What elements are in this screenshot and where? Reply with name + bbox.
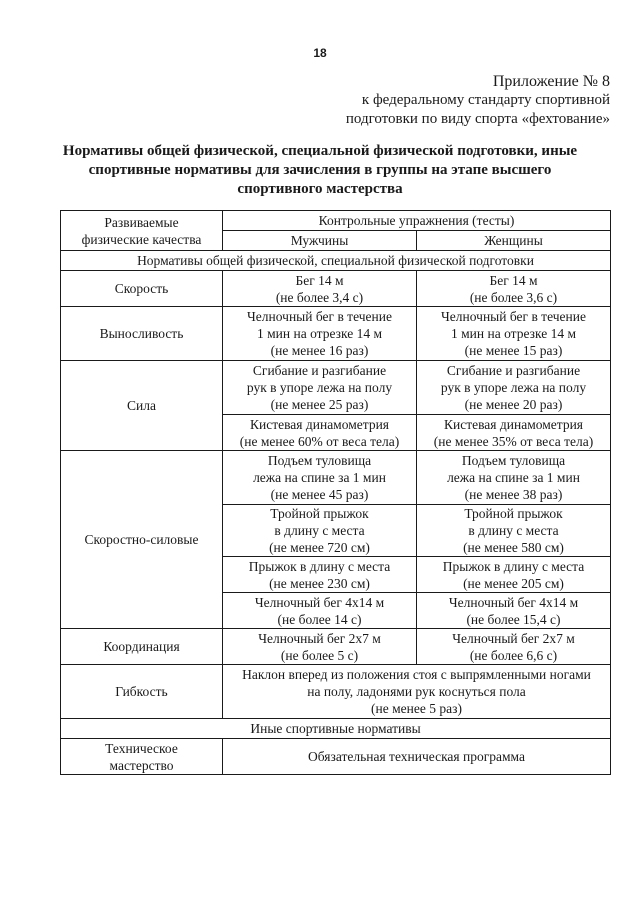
document-title-line-3: спортивного мастерства (237, 181, 403, 197)
dynamometry-men: Кистевая динамометрия (не менее 60% от веса тела) (223, 415, 417, 451)
shuttle-4x14-men: Челночный бег 4х14 м (не более 14 с) (223, 593, 417, 629)
header-tests: Контрольные упражнения (тесты) (223, 211, 611, 231)
situps-women: Подъем туловища лежа на спине за 1 мин (не менее 38 раз) (417, 451, 611, 505)
endurance-men: Челночный бег в течение 1 мин на отрезке 14 м (не менее 16 раз) (223, 307, 417, 361)
pushups-women: Сгибание и разгибание рук в упоре лежа на полу (не менее 20 раз) (417, 361, 611, 415)
quality-flexibility: Гибкость (61, 665, 223, 719)
pushups-men: Сгибание и разгибание рук в упоре лежа на полу (не менее 25 раз) (223, 361, 417, 415)
coordination-women: Челночный бег 2х7 м (не более 6,6 с) (417, 629, 611, 665)
dynamometry-women: Кистевая динамометрия (не менее 35% от веса тела) (417, 415, 611, 451)
quality-speed-strength: Скоростно-силовые (61, 451, 223, 629)
appendix-line-1: к федеральному стандарту спортивной (361, 92, 610, 108)
flexibility-test: Наклон вперед из положения стоя с выпрямленными ногами на полу, ладонями рук коснуться пола (не менее 5 раз) (223, 665, 611, 719)
header-qualities: Развиваемые физические качества (61, 211, 223, 251)
coordination-men: Челночный бег 2х7 м (не более 5 с) (223, 629, 417, 665)
document-title-line-1: Нормативы общей физической, специальной физической подготовки, иные (62, 143, 578, 159)
quality-speed: Скорость (61, 271, 223, 307)
speed-women: Бег 14 м (не более 3,6 с) (417, 271, 611, 307)
triple-jump-women: Тройной прыжок в длину с места (не менее 580 см) (417, 505, 611, 557)
speed-men: Бег 14 м (не более 3,4 с) (223, 271, 417, 307)
section-other: Иные спортивные нормативы (61, 719, 611, 739)
appendix-line-2: подготовки по виду спорта «фехтование» (345, 111, 610, 127)
norms-table (60, 210, 611, 775)
header-men: Мужчины (223, 231, 417, 251)
document-title-line-2: спортивные нормативы для зачисления в группы на этапе высшего (88, 162, 552, 178)
document-title (60, 142, 580, 199)
appendix-title: Приложение № 8 (492, 73, 610, 90)
long-jump-men: Прыжок в длину с места (не менее 230 см) (223, 557, 417, 593)
appendix-header (346, 72, 610, 129)
shuttle-4x14-women: Челночный бег 4х14 м (не более 15,4 с) (417, 593, 611, 629)
quality-coordination: Координация (61, 629, 223, 665)
page-number: 18 (313, 46, 327, 60)
technical-test: Обязательная техническая программа (223, 739, 611, 775)
quality-technical: Техническое мастерство (61, 739, 223, 775)
section-general: Нормативы общей физической, специальной физической подготовки (61, 251, 611, 271)
endurance-women: Челночный бег в течение 1 мин на отрезке 14 м (не менее 15 раз) (417, 307, 611, 361)
situps-men: Подъем туловища лежа на спине за 1 мин (не менее 45 раз) (223, 451, 417, 505)
quality-endurance: Выносливость (61, 307, 223, 361)
long-jump-women: Прыжок в длину с места (не менее 205 см) (417, 557, 611, 593)
header-women: Женщины (417, 231, 611, 251)
triple-jump-men: Тройной прыжок в длину с места (не менее 720 см) (223, 505, 417, 557)
quality-strength: Сила (61, 361, 223, 451)
